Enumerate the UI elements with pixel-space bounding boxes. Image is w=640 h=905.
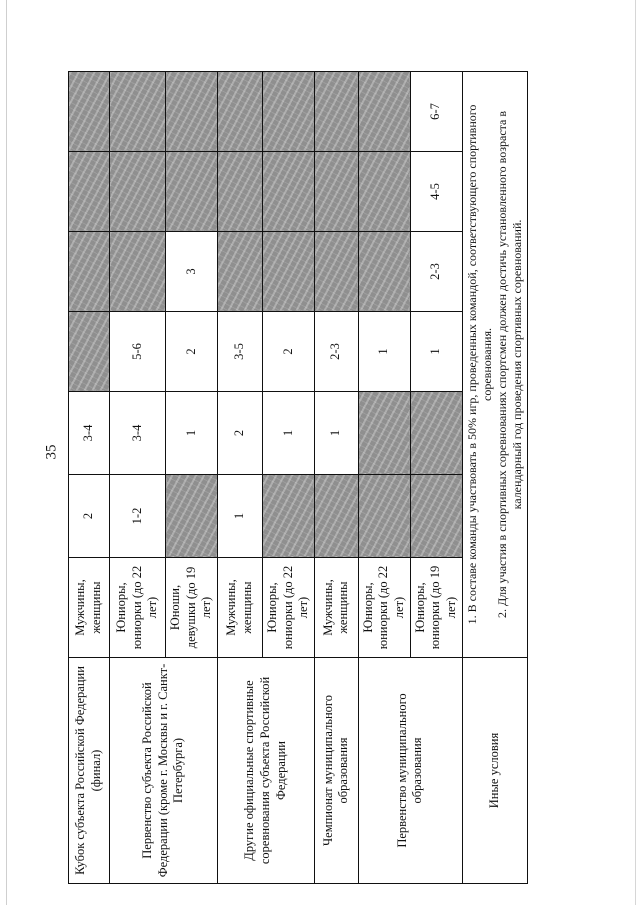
rotated-table-wrapper — [68, 72, 524, 884]
other-conditions-label: Иные условия — [462, 658, 527, 884]
place-cell: 3-4 — [110, 392, 166, 475]
table-row — [462, 72, 527, 884]
shaded-cell — [314, 72, 358, 152]
scan-edge-left — [6, 0, 7, 905]
age-group-cell: Мужчины, женщины — [217, 558, 262, 658]
shaded-cell — [410, 475, 462, 558]
age-group-cell: Юниоры, юниорки (до 22 лет) — [262, 558, 314, 658]
shaded-cell — [358, 392, 410, 475]
place-cell: 3 — [166, 232, 218, 312]
place-cell: 1-2 — [110, 475, 166, 558]
age-group-cell: Юниоры, юниорки (до 22 лет) — [358, 558, 410, 658]
shaded-cell — [69, 232, 110, 312]
age-group-cell: Юниоры, юниорки (до 19 лет) — [410, 558, 462, 658]
table-row — [314, 72, 358, 884]
other-conditions-text — [462, 72, 527, 658]
table-row — [110, 72, 166, 884]
competition-name-cell: Чемпионат муниципального образования — [314, 658, 358, 884]
rotated-table-box — [68, 72, 524, 884]
shaded-cell — [314, 232, 358, 312]
table-row — [69, 72, 110, 884]
competition-name-cell: Первенство субъекта Российской Федерации (кроме г. Москвы и г. Санкт-Петербурга) — [110, 658, 218, 884]
shaded-cell — [358, 232, 410, 312]
shaded-cell — [69, 312, 110, 392]
place-cell: 1 — [217, 475, 262, 558]
shaded-cell — [358, 72, 410, 152]
shaded-cell — [262, 72, 314, 152]
place-cell: 2-3 — [314, 312, 358, 392]
shaded-cell — [262, 232, 314, 312]
shaded-cell — [69, 72, 110, 152]
age-group-cell: Юниоры, юниорки (до 22 лет) — [110, 558, 166, 658]
competition-name-cell: Другие официальные спортивные соревнования субъекта Российской Федерации — [217, 658, 314, 884]
age-group-cell: Мужчины, женщины — [314, 558, 358, 658]
shaded-cell — [217, 152, 262, 232]
place-cell: 1 — [314, 392, 358, 475]
shaded-cell — [358, 475, 410, 558]
shaded-cell — [358, 152, 410, 232]
place-cell: 1 — [358, 312, 410, 392]
shaded-cell — [110, 152, 166, 232]
place-cell: 2-3 — [410, 232, 462, 312]
competition-name-cell: Кубок субъекта Российской Федерации (финал) — [69, 658, 110, 884]
shaded-cell — [217, 72, 262, 152]
competition-name-cell: Первенство муниципального образования — [358, 658, 462, 884]
place-cell: 5-6 — [110, 312, 166, 392]
shaded-cell — [69, 152, 110, 232]
scan-edge-right — [635, 0, 636, 905]
place-cell: 2 — [166, 312, 218, 392]
place-cell: 1 — [166, 392, 218, 475]
sports-rank-requirements-table — [68, 71, 528, 884]
place-cell: 2 — [217, 392, 262, 475]
place-cell: 1 — [410, 312, 462, 392]
shaded-cell — [314, 475, 358, 558]
place-cell: 1 — [262, 392, 314, 475]
shaded-cell — [262, 475, 314, 558]
shaded-cell — [110, 72, 166, 152]
place-cell: 2 — [69, 475, 110, 558]
place-cell: 2 — [262, 312, 314, 392]
table-row — [217, 72, 262, 884]
shaded-cell — [217, 232, 262, 312]
shaded-cell — [166, 72, 218, 152]
age-group-cell: Мужчины, женщины — [69, 558, 110, 658]
place-cell: 3-4 — [69, 392, 110, 475]
page-number: 35 — [43, 444, 60, 460]
place-cell: 6-7 — [410, 72, 462, 152]
condition-line-2: 2. Для участия в спортивных соревнованиях спортсмен должен достичь установленного возраста в календарный год проведения спортивных соревнований. — [494, 110, 524, 619]
shaded-cell — [410, 392, 462, 475]
condition-line-1: 1. В составе команды участвовать в 50% игр, проведенных командой, соответствующего спортивного соревнования. — [464, 104, 494, 625]
place-cell: 3-5 — [217, 312, 262, 392]
shaded-cell — [166, 475, 218, 558]
age-group-cell: Юноши, девушки (до 19 лет) — [166, 558, 218, 658]
table-row — [358, 72, 410, 884]
shaded-cell — [314, 152, 358, 232]
shaded-cell — [166, 152, 218, 232]
shaded-cell — [110, 232, 166, 312]
shaded-cell — [262, 152, 314, 232]
place-cell: 4-5 — [410, 152, 462, 232]
